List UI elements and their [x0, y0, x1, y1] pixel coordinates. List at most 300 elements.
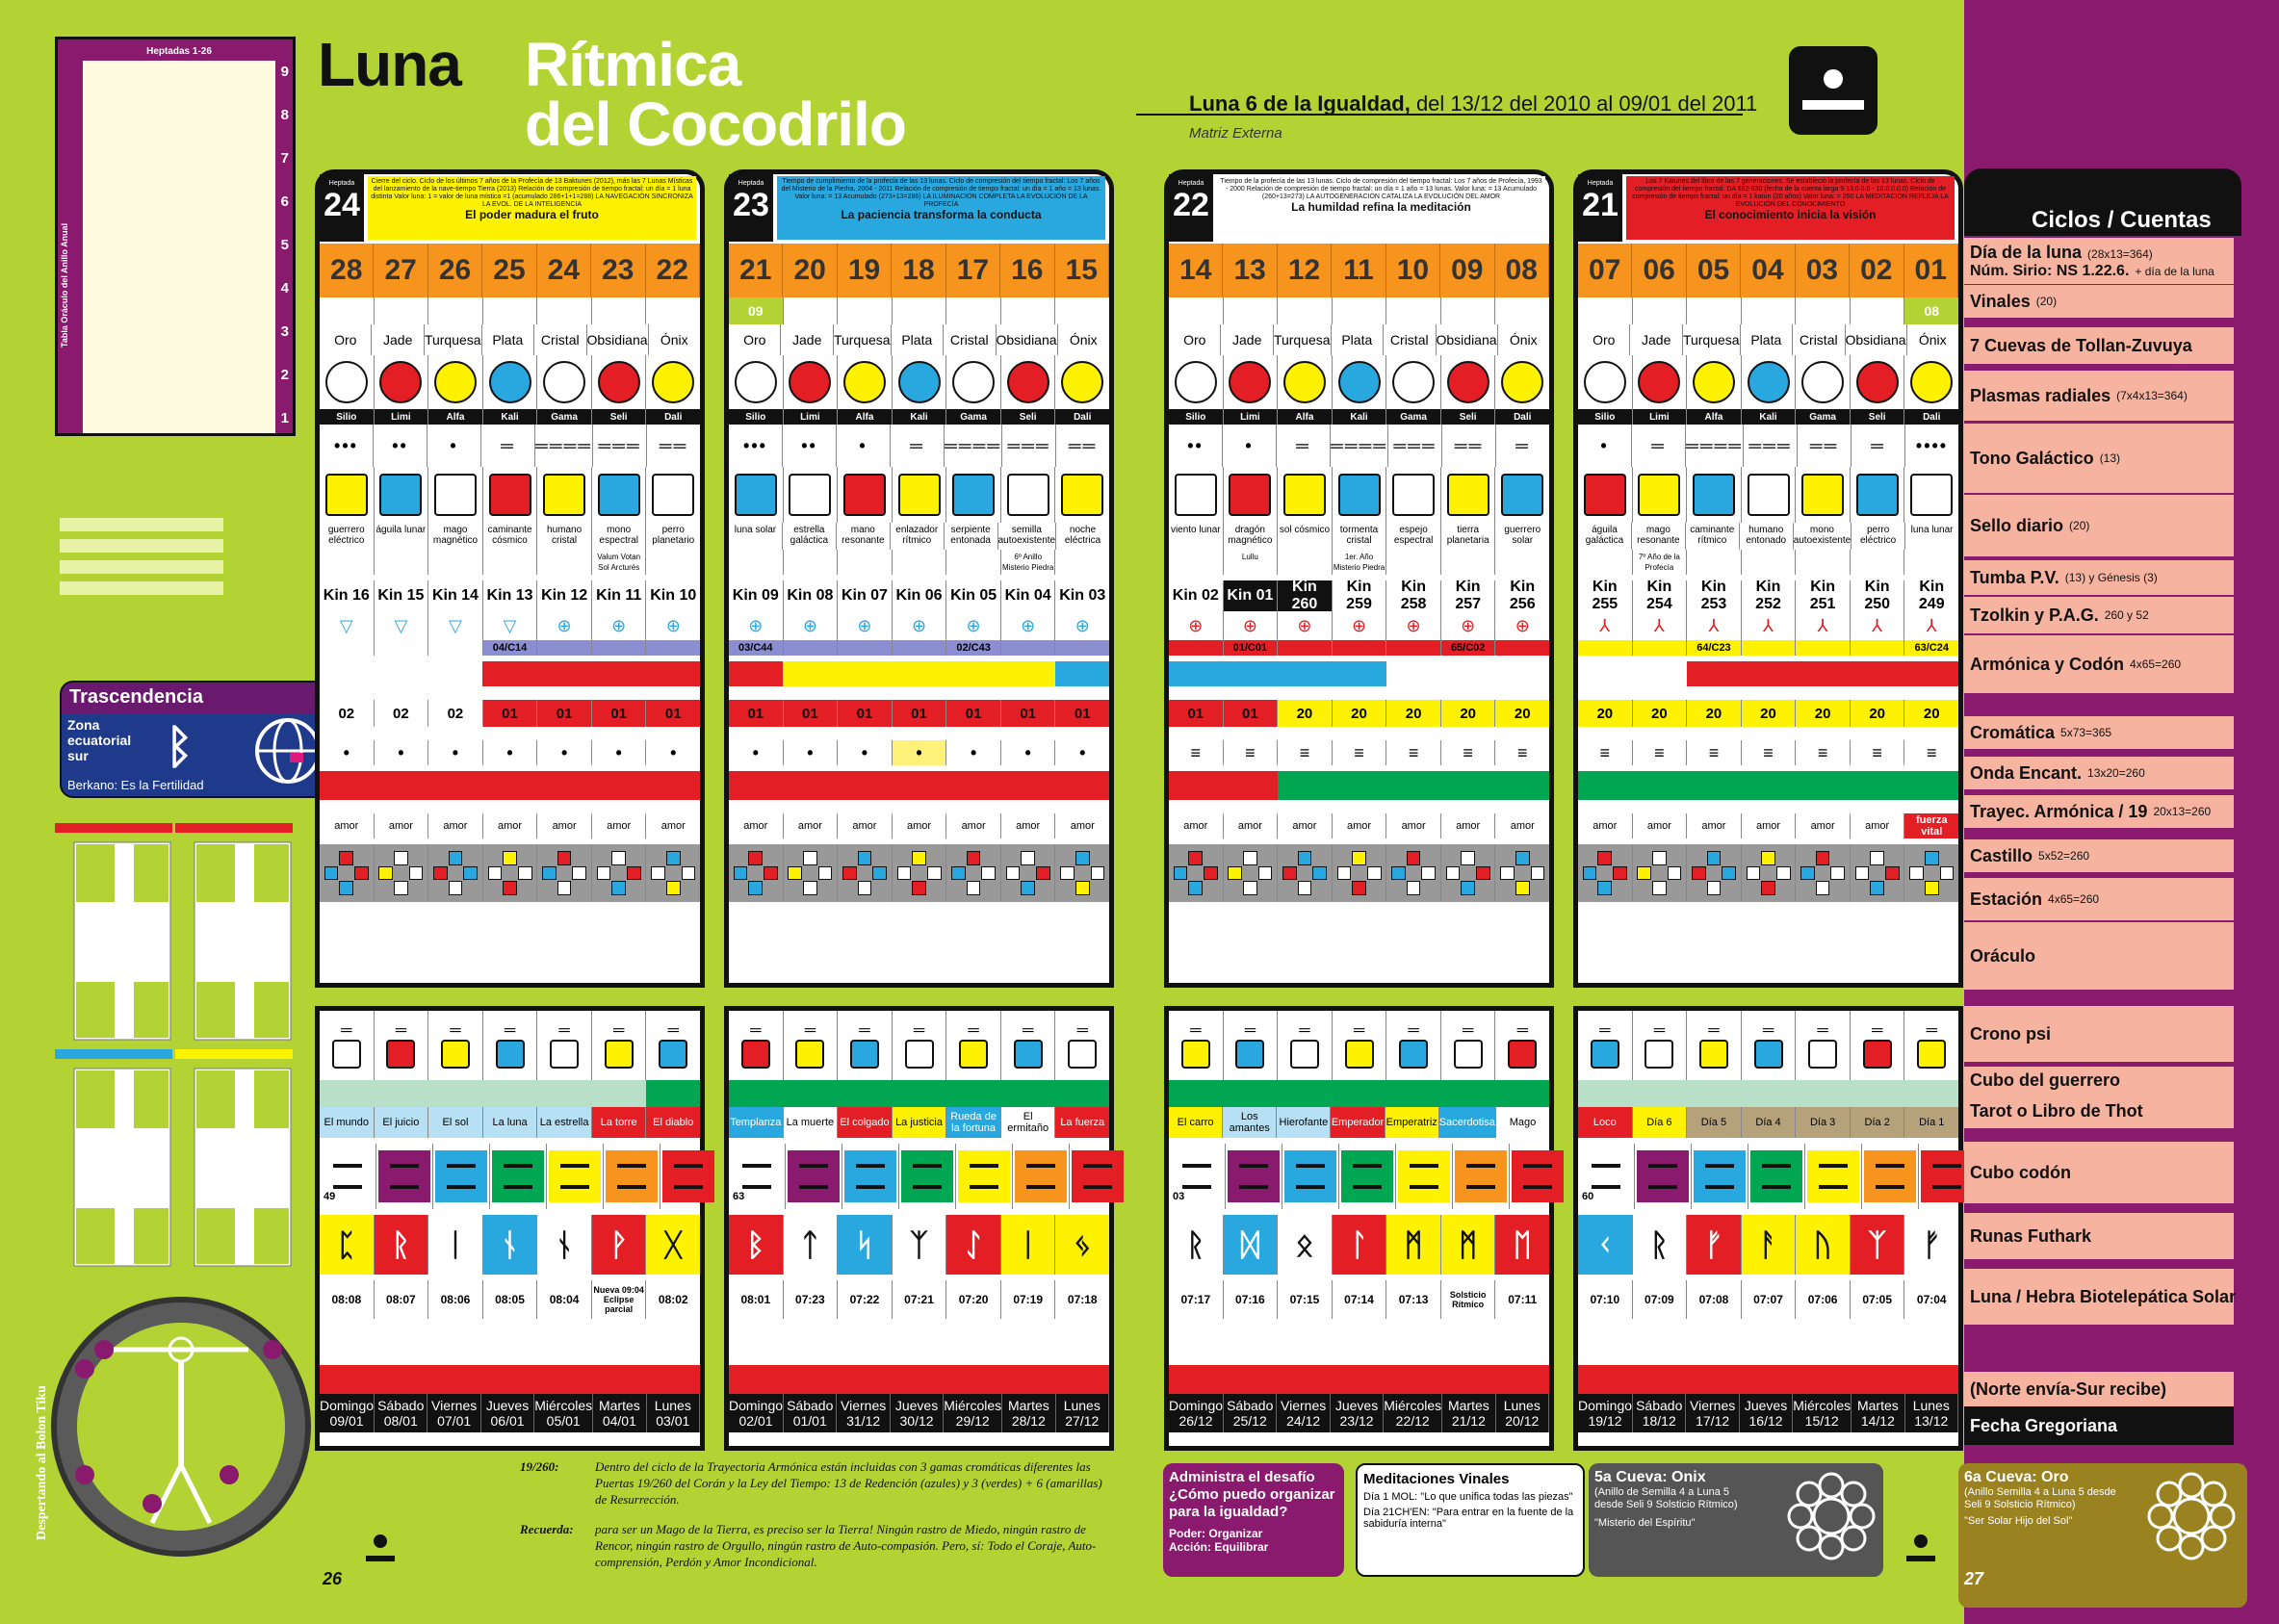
- cycles-header: Ciclos / Cuentas: [1964, 168, 2241, 236]
- estacion-row-cell: amor: [893, 813, 947, 838]
- futhark-rune-icon: ᚷ: [646, 1215, 700, 1275]
- estacion-row-cell: amor: [1633, 813, 1688, 838]
- tone-row-cell: •: [427, 425, 481, 467]
- tone-row-cell: ════: [535, 425, 593, 467]
- trayectoria-dot-icon: ≡: [1224, 740, 1279, 765]
- onda-row: [320, 700, 700, 727]
- plasma-circle-row-cell: [1687, 355, 1742, 409]
- cromatica-row-cell: [374, 661, 427, 686]
- estacion-row-cell: amor: [1386, 813, 1441, 838]
- cycle-label-text: Luna / Hebra Biotelepática Solar: [1970, 1286, 2237, 1306]
- seal-name-row-cell: guerrero solar: [1504, 525, 1541, 546]
- crono-psi-row-cell: [1169, 1011, 1224, 1080]
- fecha-gregoriana-row-cell: [1496, 1394, 1549, 1432]
- plasma-circle-row-cell: [1796, 355, 1851, 409]
- tzolkin-row: [320, 611, 700, 640]
- cycle-label-count: 20x13=260: [2153, 805, 2212, 818]
- seal-name-row-cell: águila galáctica: [1578, 523, 1632, 550]
- cube-number: 49: [324, 1191, 336, 1202]
- crono-psi-row-cell: [320, 1011, 375, 1080]
- plasma-circle-icon: [1501, 361, 1543, 403]
- castle-grid-diagram: [55, 823, 296, 1266]
- seal-glyph-row-cell: [592, 467, 647, 523]
- tzolkin-symbol-icon: ▽: [375, 611, 429, 640]
- seal-glyph-icon: [1338, 474, 1381, 516]
- trayectoria-dot-icon: •: [592, 740, 647, 765]
- heptad-motto: El poder madura el fruto: [465, 208, 599, 221]
- heptadas-inner: [83, 43, 275, 433]
- oracle-row-cell: [428, 844, 483, 902]
- estacion-row-cell: amor: [784, 813, 839, 838]
- vinal-row-cell: [646, 297, 700, 324]
- oracle-row-cell: [1169, 844, 1224, 902]
- kin-row-cell: Kin 01: [1224, 580, 1279, 611]
- seal-glyph-row-cell: [1495, 467, 1549, 523]
- seal-name-row-cell: estrella galáctica: [783, 523, 837, 550]
- tarot-row: [1169, 1107, 1549, 1138]
- tone-row: [1578, 425, 1958, 467]
- tarot-row: [1578, 1107, 1958, 1138]
- castillo-row-cell: [1332, 771, 1386, 800]
- kin-row-cell: Kin 07: [838, 580, 893, 611]
- oracle-row-cell: [1796, 844, 1851, 902]
- color-name-row-cell: Jade: [781, 324, 833, 355]
- trascendencia-foot: Berkano: Es la Fertilidad: [67, 778, 204, 792]
- tone-row-cell: ═: [1277, 425, 1331, 467]
- oracle-row-cell: [893, 844, 947, 902]
- plasma-name-row-cell: Seli: [592, 409, 647, 425]
- oracle-row-cell: [1851, 844, 1905, 902]
- plasma-circle-icon: [735, 361, 777, 403]
- fecha-gregoriana-row-cell: [1852, 1394, 1904, 1432]
- oracle-row-cell: [1687, 844, 1742, 902]
- trayectoria-dot-icon: ≡: [1633, 740, 1688, 765]
- psi-glyph-icon: [1235, 1040, 1264, 1069]
- vinal-row-cell: [1578, 297, 1633, 324]
- plasma-circle-icon: [1175, 361, 1217, 403]
- hep-num: 4: [280, 280, 289, 296]
- luna-hebra-row-cell: 07:08: [1687, 1280, 1742, 1319]
- vinal-row: [1578, 297, 1958, 324]
- norte-sur-row-cell: [1386, 1365, 1440, 1394]
- plasma-circle-row: [320, 355, 700, 409]
- fecha-gregoriana-row-cell: [1578, 1394, 1633, 1432]
- psi-tone-icon: ═: [1817, 1022, 1828, 1039]
- onda-row-cell: 02: [428, 700, 483, 727]
- plasma-circle-row-cell: [1055, 355, 1109, 409]
- plasma-circle-icon: [598, 361, 640, 403]
- luna-hebra-row-cell: 08:08: [320, 1280, 375, 1319]
- seal-note-row-cell: [1851, 550, 1905, 575]
- seal-glyph-icon: [1748, 474, 1790, 516]
- plasma-name-row-cell: Limi: [1633, 409, 1688, 425]
- cycle-label: [1964, 1269, 2237, 1325]
- cubo-codon-row-cell: [956, 1144, 1013, 1209]
- trayectoria-dot-icon: ≡: [1578, 740, 1633, 765]
- meditacion-2: Día 21CH'EN: "Para entrar en la fuente de la sabiduría interna": [1363, 1507, 1574, 1530]
- tarot-row-cell: El diablo: [646, 1107, 700, 1138]
- futhark-rune-icon: ᚱ: [1169, 1215, 1223, 1275]
- onda-row-cell: 20: [1386, 700, 1441, 727]
- plasma-name-row-cell: Alfa: [838, 409, 893, 425]
- color-name-row: [729, 324, 1109, 355]
- tarot-row-cell: El colgado: [838, 1107, 893, 1138]
- cycle-label-text: Día de la luna: [1970, 242, 2083, 262]
- plasma-circle-icon: [1392, 361, 1435, 403]
- kin-row-cell: Kin 258: [1386, 580, 1441, 611]
- date: 23/12: [1339, 1413, 1374, 1429]
- heptad-description: [1217, 176, 1545, 240]
- crono-psi-row-cell: [838, 1011, 893, 1080]
- castillo-row-cell: [1000, 771, 1054, 800]
- psi-tone-icon: ═: [1076, 1022, 1088, 1039]
- cueva-6-box: [1958, 1463, 2247, 1608]
- seal-glyph-row-cell: [1278, 467, 1333, 523]
- castillo-row-cell: [1386, 771, 1440, 800]
- fecha-gregoriana-row-cell: [784, 1394, 837, 1432]
- heptad-motto: La humildad refina la meditación: [1291, 200, 1471, 214]
- trayectoria-dot-icon: ≡: [1851, 740, 1905, 765]
- cycle-label: [1964, 327, 2234, 364]
- harmonic-row-cell: [646, 640, 700, 656]
- psi-glyph-icon: [332, 1040, 361, 1069]
- color-name-row-cell: Plata: [1741, 324, 1793, 355]
- codon-cube-icon: [1398, 1150, 1450, 1202]
- heptad-number-box: [320, 174, 364, 242]
- codon-cube-icon: [1807, 1150, 1859, 1202]
- futhark-rune-icon: ᛁ: [1001, 1215, 1055, 1275]
- seal-note-row: [1169, 550, 1549, 575]
- cubo-guerrero-row-cell: [428, 1080, 482, 1107]
- tzolkin-symbol-icon: ⊕: [946, 611, 1001, 640]
- tone-row-cell: ═: [1632, 425, 1686, 467]
- cromatica-row-cell: [892, 661, 945, 686]
- norte-sur-row-cell: [374, 1365, 427, 1394]
- codon-cube-icon: [788, 1150, 840, 1202]
- cycle-label-text: Trayec. Armónica / 19: [1970, 801, 2148, 821]
- plasma-circle-row-cell: [946, 355, 1001, 409]
- heptad-header: [729, 174, 1109, 242]
- norte-sur-row-cell: [729, 1365, 783, 1394]
- tzolkin-symbol-icon: ⅄: [1633, 611, 1688, 640]
- runas-row-cell: [729, 1215, 784, 1275]
- oracle-row-cell: [320, 844, 375, 902]
- luna-hebra-row: [320, 1280, 700, 1319]
- tzolkin-symbol-icon: ⊕: [893, 611, 947, 640]
- onda-row-cell: 01: [893, 700, 947, 727]
- psi-glyph-icon: [1699, 1040, 1728, 1069]
- tone-row-cell: ═: [481, 425, 535, 467]
- color-name-row-cell: Oro: [729, 324, 781, 355]
- crono-psi-row-cell: [428, 1011, 483, 1080]
- weekday: Jueves: [894, 1398, 939, 1413]
- heptad-number-box: [729, 174, 773, 242]
- estacion-row-cell: amor: [1169, 813, 1224, 838]
- tone-row-cell: ••: [1169, 425, 1223, 467]
- heptad-lower-panel-21: [1573, 1006, 1963, 1451]
- trayectoria-dot-icon: ≡: [1687, 740, 1742, 765]
- luna-hebra-row-cell: Nueva 09:04 Eclipse parcial: [592, 1280, 647, 1319]
- vinal-row-cell: [784, 297, 839, 324]
- cubo-codon-row-cell: [1226, 1144, 1282, 1209]
- heptad-motto: La paciencia transforma la conducta: [841, 208, 1042, 221]
- title-del-cocodrilo: del Cocodrilo: [525, 90, 906, 159]
- psi-tone-icon: ═: [504, 1022, 516, 1039]
- codon-cube-icon: [435, 1150, 487, 1202]
- kin-row-cell: Kin 08: [784, 580, 839, 611]
- seal-glyph-row-cell: [946, 467, 1001, 523]
- tarot-row-cell: Loco: [1578, 1107, 1633, 1138]
- norte-sur-row-cell: [1055, 1365, 1109, 1394]
- seal-glyph-icon: [379, 474, 422, 516]
- vinal-row-cell: [1278, 297, 1333, 324]
- plasma-circle-icon: [379, 361, 422, 403]
- heptad-number-box: [1578, 174, 1622, 242]
- oracle-cross-icon: [542, 851, 586, 895]
- trayectoria-dot-icon: ≡: [1517, 742, 1528, 762]
- seal-note-row-cell: 7º Año de la Profecía: [1633, 550, 1688, 575]
- futhark-rune-icon: ᛉ: [1851, 1215, 1904, 1275]
- psi-tone-icon: ═: [1408, 1022, 1419, 1039]
- heptad-lower-panel-24: [315, 1006, 705, 1451]
- runas-row-cell: [592, 1215, 647, 1275]
- psi-tone-icon: ═: [1244, 1022, 1256, 1039]
- seal-glyph-icon: [598, 474, 640, 516]
- norte-sur-row-cell: [646, 1365, 700, 1394]
- luna-hebra-row: [1169, 1280, 1549, 1319]
- luna-hebra-row-cell: 07:07: [1742, 1280, 1797, 1319]
- cubo-guerrero-row-cell: [1796, 1080, 1850, 1107]
- cubo-guerrero-row-cell: [1055, 1080, 1109, 1107]
- cycle-label-text: Crono psi: [1970, 1023, 2051, 1044]
- cubo-codon-row: [320, 1144, 700, 1209]
- seal-glyph-icon: [1447, 474, 1489, 516]
- date: 08/01: [383, 1413, 418, 1429]
- cycle-label: [1964, 1067, 2234, 1094]
- plasma-circle-row-cell: [1851, 355, 1905, 409]
- cubo-guerrero-row-cell: [1578, 1080, 1632, 1107]
- oracle-row-cell: [1224, 844, 1279, 902]
- psi-tone-icon: ═: [1023, 1022, 1034, 1039]
- day-of-moon-row-cell: 22: [646, 244, 700, 297]
- vinal-row-cell: [1796, 297, 1851, 324]
- fecha-gregoriana-row-cell: [427, 1394, 480, 1432]
- cromatica-row-cell: [838, 661, 892, 686]
- castillo-row-cell: [1169, 771, 1223, 800]
- kin-row-cell: Kin 259: [1333, 580, 1387, 611]
- day-of-moon-row: [1169, 244, 1549, 297]
- vinal-row-cell: [537, 297, 592, 324]
- cycle-label-count: 13x20=260: [2087, 766, 2145, 780]
- harmonic-row-cell: [1333, 640, 1387, 656]
- estacion-row-cell: amor: [592, 813, 647, 838]
- cubo-codon-row: [1169, 1144, 1549, 1209]
- cubo-guerrero-row-cell: [1278, 1080, 1332, 1107]
- castillo-row-cell: [1223, 771, 1277, 800]
- oracle-cross-icon: [1747, 851, 1791, 895]
- psi-tone-icon: ═: [450, 1022, 461, 1039]
- vinal-row: [729, 297, 1109, 324]
- trayectoria-dot-icon: ≡: [1386, 740, 1441, 765]
- heptad-label: Heptada: [738, 180, 764, 187]
- oracle-row-cell: [1001, 844, 1056, 902]
- psi-glyph-icon: [795, 1040, 824, 1069]
- cubo-guerrero-row-cell: [729, 1080, 783, 1107]
- runas-row-cell: [1633, 1215, 1688, 1275]
- weekday: Martes: [598, 1398, 640, 1413]
- plasma-name-row-cell: Dali: [646, 409, 700, 425]
- cueva-6-line2: "Ser Solar Hijo del Sol": [1964, 1515, 2073, 1527]
- color-name-row-cell: Turquesa: [425, 324, 482, 355]
- seal-glyph-icon: [543, 474, 585, 516]
- subtitle-dates: del 13/12 del 2010 al 09/01 del 2011: [1410, 91, 1758, 116]
- cubo-codon-row-cell: [547, 1144, 604, 1209]
- heptad-number: 22: [1173, 187, 1209, 223]
- heptad-header: [1169, 174, 1549, 242]
- fecha-gregoriana-row-cell: [1633, 1394, 1686, 1432]
- luna-hebra-row-cell: 07:22: [838, 1280, 893, 1319]
- tone-row-cell: ═══: [1744, 425, 1798, 467]
- futhark-rune-icon: ᛋ: [838, 1215, 892, 1275]
- heptadas-side-label: Tabla Oráculo del Anillo Anual: [60, 222, 69, 348]
- cromatica-row: [1169, 661, 1549, 686]
- plasma-circle-icon: [843, 361, 886, 403]
- oracle-cross-icon: [651, 851, 695, 895]
- desafio-poder: Poder: Organizar: [1169, 1527, 1263, 1540]
- norte-sur-row: [1578, 1365, 1958, 1394]
- seal-note-row-cell: [646, 550, 700, 575]
- day-of-moon-row-cell: 11: [1332, 244, 1386, 297]
- luna-hebra-row-cell: 07:10: [1578, 1280, 1633, 1319]
- plasma-circle-row-cell: [646, 355, 700, 409]
- futhark-rune-icon: ᚲ: [1578, 1215, 1632, 1275]
- harmonic-row-cell: [375, 640, 429, 656]
- seal-glyph-icon: [1501, 474, 1543, 516]
- date: 02/01: [738, 1413, 773, 1429]
- bolon-label: Despertando al Bolon Tiku: [35, 1385, 49, 1540]
- date: 31/12: [846, 1413, 881, 1429]
- tarot-row-cell: Día 5: [1687, 1107, 1742, 1138]
- day-of-moon-row-cell: 23: [591, 244, 645, 297]
- luna-hebra-row-cell: 07:20: [946, 1280, 1001, 1319]
- day-of-moon-row-cell: 24: [537, 244, 591, 297]
- psi-tone-icon: ═: [1708, 1022, 1720, 1039]
- psi-glyph-icon: [1290, 1040, 1319, 1069]
- tzolkin-symbol-icon: ⊕: [1001, 611, 1056, 640]
- cromatica-row-cell: [946, 661, 1000, 686]
- weekday: Miércoles: [1793, 1398, 1852, 1413]
- psi-glyph-icon: [905, 1040, 934, 1069]
- onda-row-cell: 01: [729, 700, 784, 727]
- seal-name-row: [1169, 523, 1549, 550]
- onda-row-cell: 01: [1224, 700, 1279, 727]
- cubo-guerrero-row: [1578, 1080, 1958, 1107]
- trayectoria-dot-icon: •: [893, 740, 947, 765]
- weekday: Sábado: [1636, 1398, 1683, 1413]
- hep-num: 9: [280, 64, 289, 80]
- seal-glyph-icon: [1856, 474, 1899, 516]
- note-label-1: 19/260:: [520, 1459, 559, 1474]
- crono-psi-row-cell: [1633, 1011, 1688, 1080]
- seal-name-row-cell: serpiente entonada: [945, 523, 998, 550]
- estacion-row: [1578, 813, 1958, 838]
- cromatica-row-cell: [1687, 661, 1741, 686]
- psi-glyph-icon: [441, 1040, 470, 1069]
- seal-name-row-cell: luna lunar: [1910, 525, 1954, 535]
- harmonic-row-cell: [1169, 640, 1224, 656]
- plasma-name-row-cell: Gama: [537, 409, 592, 425]
- luna-hebra-row-cell: 07:18: [1067, 1293, 1098, 1306]
- plasma-name-row: [1169, 409, 1549, 425]
- norte-sur-row-cell: [537, 1365, 591, 1394]
- onda-row-cell: 02: [320, 700, 375, 727]
- day-of-moon-row-cell: 12: [1278, 244, 1332, 297]
- tarot-row-cell: Día 2: [1851, 1107, 1905, 1138]
- cycle-label-text: Oráculo: [1970, 945, 2036, 966]
- tarot-row-cell: Emperatriz: [1386, 1107, 1439, 1138]
- trayectoria-dot-icon: •: [1079, 742, 1086, 762]
- seal-name-row-cell: caminante cósmico: [483, 523, 538, 550]
- fecha-gregoriana-row-cell: [534, 1394, 593, 1432]
- seal-glyph-row-cell: [646, 467, 700, 523]
- estacion-row-cell: amor: [1510, 820, 1535, 832]
- fecha-gregoriana-row: [1578, 1394, 1958, 1432]
- cromatica-row-cell: [591, 661, 645, 686]
- kin-row-cell: Kin 260: [1278, 580, 1333, 611]
- runas-row-cell: [1169, 1215, 1224, 1275]
- hep-num: 3: [280, 323, 289, 340]
- onda-row: [1578, 700, 1958, 727]
- estacion-row-cell: amor: [838, 813, 893, 838]
- crono-psi-row-cell: [1851, 1011, 1905, 1080]
- tzolkin-symbol-icon: ⊕: [838, 611, 893, 640]
- tone-row: [1169, 425, 1549, 467]
- fecha-gregoriana-row-cell: [1224, 1394, 1277, 1432]
- seal-glyph-row-cell: [784, 467, 839, 523]
- footnote-block: [520, 1458, 1117, 1570]
- cromatica-row-cell: [1632, 661, 1686, 686]
- tzolkin-symbol-icon: ⊕: [665, 615, 681, 635]
- plasma-circle-icon: [1061, 361, 1103, 403]
- harmonic-row-cell: [1001, 640, 1056, 656]
- plasma-circle-row-cell: [537, 355, 592, 409]
- title-luna: Luna: [318, 30, 461, 99]
- psi-tone-icon: ═: [913, 1022, 925, 1039]
- oracle-cross-icon: [1228, 851, 1272, 895]
- cubo-guerrero-row-cell: [1741, 1080, 1795, 1107]
- trayectoria-dot-icon: •: [537, 740, 592, 765]
- title-ritmica: Rítmica: [525, 30, 741, 99]
- estacion-row-cell: amor: [428, 813, 483, 838]
- psi-glyph-icon: [1454, 1040, 1483, 1069]
- weekday: Sábado: [787, 1398, 834, 1413]
- luna-hebra-row-cell: 08:01: [729, 1280, 784, 1319]
- hep-num: 5: [280, 237, 289, 253]
- day-of-moon-row-cell: 28: [320, 244, 374, 297]
- futhark-rune-icon: ᚨ: [1742, 1215, 1796, 1275]
- color-name-row-cell: Obsidiana: [997, 324, 1058, 355]
- harmonic-row-cell: [1278, 640, 1333, 656]
- psi-glyph-icon: [959, 1040, 988, 1069]
- cube-number: 60: [1582, 1191, 1594, 1202]
- color-name-row-cell: Jade: [372, 324, 424, 355]
- harmonic-row: [1169, 640, 1549, 656]
- seal-note-row-cell: [729, 550, 784, 575]
- onda-row-cell: 20: [1633, 700, 1688, 727]
- kin-row-cell: Kin 257: [1441, 580, 1496, 611]
- seal-name-row-cell: guerrero eléctrico: [320, 523, 375, 550]
- kin-row-cell: Kin 14: [428, 580, 483, 611]
